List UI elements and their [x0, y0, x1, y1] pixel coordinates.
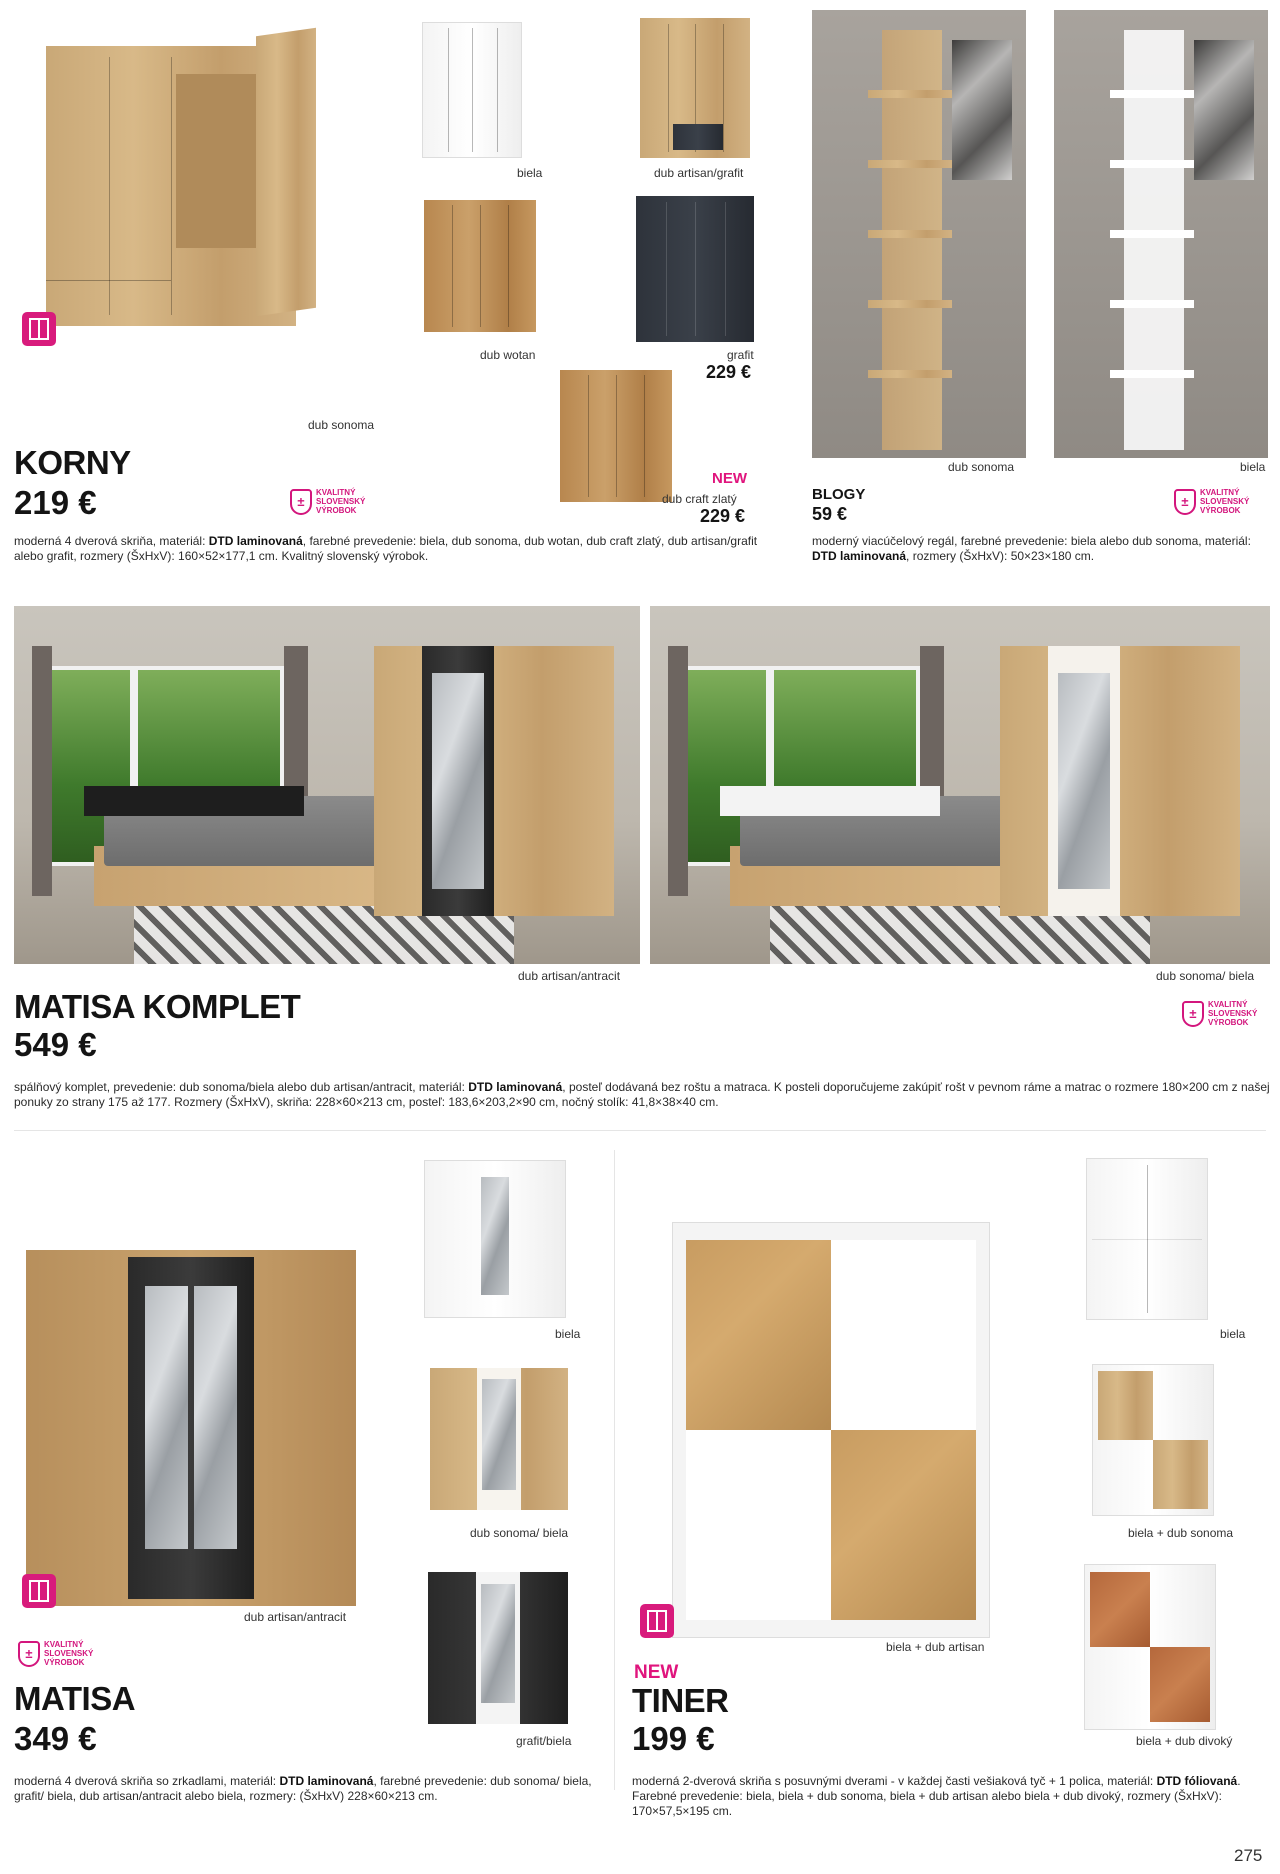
- blogy-title: BLOGY: [812, 486, 866, 503]
- badge-text: VÝROBOK: [44, 1658, 85, 1667]
- korny-variant-label: dub wotan: [480, 348, 536, 362]
- badge-text: KVALITNÝ: [1208, 1000, 1248, 1009]
- quality-badge: [1182, 1000, 1257, 1027]
- korny-main-image: [16, 16, 396, 346]
- korny-craft-price: 229 €: [700, 506, 746, 526]
- shield-icon: ±: [1174, 489, 1196, 515]
- tiner-description: moderná 2-dverová skriňa s posuvnými dverami - v každej časti vešiaková tyč + 1 polica, materiál: DTD fóliovaná. Farebné prevedenie: biela, biela + dub sonoma, biela + dub artisan alebo biela + dub divoký, rozmery (ŠxHxV): 170×57,5×195 cm.: [632, 1774, 1241, 1818]
- badge-text: SLOVENSKÝ: [1208, 1009, 1258, 1018]
- tiner-variant-label: biela + dub divoký: [1136, 1734, 1233, 1748]
- tiner-price: 199 €: [632, 1720, 715, 1757]
- korny-main-caption: dub sonoma: [308, 418, 375, 432]
- korny-title: KORNY: [14, 444, 131, 481]
- tiner-title: TINER: [632, 1682, 729, 1719]
- matisa-main-caption: dub artisan/antracit: [244, 1610, 347, 1624]
- wardrobe-icon: [22, 312, 56, 346]
- matisa-variant-label: grafit/biela: [516, 1734, 572, 1748]
- tiner-variant-biela: [1082, 1154, 1212, 1324]
- tiner-variant-divoky: [1080, 1560, 1220, 1734]
- quality-badge: [290, 488, 365, 515]
- korny-variant-label: grafit: [727, 348, 754, 362]
- badge-text: SLOVENSKÝ: [44, 1649, 94, 1658]
- korny-variant-craft: [556, 366, 676, 506]
- new-badge: NEW: [712, 470, 747, 487]
- badge-text: VÝROBOK: [1208, 1018, 1249, 1027]
- new-badge: NEW: [634, 1662, 679, 1683]
- korny-variant-biela: [410, 16, 535, 161]
- matisa-komplet-image-sonoma: [650, 606, 1270, 964]
- badge-text: VÝROBOK: [1200, 506, 1241, 515]
- badge-text: KVALITNÝ: [1200, 488, 1240, 497]
- matisa-variant-sonoma-biela: [426, 1364, 572, 1514]
- badge-text: KVALITNÝ: [316, 488, 356, 497]
- blogy-description: moderný viacúčelový regál, farebné prevedenie: biela alebo dub sonoma, materiál: DTD laminovaná, rozmery (ŠxHxV): 50×23×180 cm.: [812, 534, 1251, 563]
- tiner-variant-sonoma: [1088, 1360, 1218, 1520]
- matisa-variant-biela: [420, 1156, 570, 1322]
- matisa-description: moderná 4 dverová skriňa so zrkadlami, materiál: DTD laminovaná, farebné prevedenie: dub sonoma/ biela, grafit/ biela, dub artisan/antracit alebo biela, rozmery: (ŠxHxV) 228×60×213 cm.: [14, 1774, 592, 1803]
- matisa-komplet-caption: dub sonoma/ biela: [1156, 969, 1255, 983]
- tiner-main-caption: biela + dub artisan: [886, 1640, 985, 1654]
- matisa-main-image: [20, 1236, 360, 1610]
- korny-variant-artisan-grafit: [630, 16, 755, 161]
- blogy-image-sonoma: [812, 10, 1026, 458]
- korny-variant-grafit: [632, 194, 757, 344]
- page-number: 275: [1234, 1846, 1263, 1865]
- matisa-komplet-image-artisan: [14, 606, 640, 964]
- tiner-variant-label: biela: [1220, 1327, 1246, 1341]
- tiner-variant-label: biela + dub sonoma: [1128, 1526, 1234, 1540]
- korny-variant-label: dub artisan/grafit: [654, 166, 744, 180]
- wardrobe-icon: [640, 1604, 674, 1638]
- matisa-variant-label: biela: [555, 1327, 581, 1341]
- tiner-main-image: [656, 1220, 996, 1640]
- shield-icon: ±: [18, 1641, 40, 1667]
- badge-text: SLOVENSKÝ: [1200, 497, 1250, 506]
- shield-icon: ±: [1182, 1001, 1204, 1027]
- blogy-caption: biela: [1240, 460, 1266, 474]
- blogy-caption: dub sonoma: [948, 460, 1015, 474]
- matisa-variant-grafit-biela: [424, 1568, 572, 1728]
- matisa-variant-label: dub sonoma/ biela: [470, 1526, 569, 1540]
- badge-text: SLOVENSKÝ: [316, 497, 366, 506]
- badge-text: VÝROBOK: [316, 506, 357, 515]
- shield-icon: ±: [290, 489, 312, 515]
- quality-badge: [1174, 488, 1249, 515]
- korny-description: moderná 4 dverová skriňa, materiál: DTD laminovaná, farebné prevedenie: biela, dub sonoma, dub wotan, dub craft zlatý, dub artisan/grafit alebo grafit, rozmery (ŠxHxV): 160×52×177,1 cm. Kvalitný slovenský výrobok.: [14, 534, 758, 563]
- matisa-komplet-caption: dub artisan/antracit: [518, 969, 621, 983]
- column-divider: [614, 1150, 615, 1790]
- blogy-price: 59 €: [812, 504, 848, 524]
- quality-badge: [18, 1640, 93, 1667]
- korny-variant-wotan: [420, 196, 540, 336]
- korny-price: 219 €: [14, 484, 97, 521]
- korny-variant-label: dub craft zlatý: [662, 492, 737, 506]
- korny-variant-label: biela: [517, 166, 543, 180]
- korny-grafit-price: 229 €: [706, 362, 752, 382]
- matisa-komplet-title: MATISA KOMPLET: [14, 988, 301, 1025]
- matisa-komplet-price: 549 €: [14, 1026, 97, 1063]
- section-divider: [14, 1130, 1266, 1131]
- matisa-title: MATISA: [14, 1680, 136, 1717]
- badge-text: KVALITNÝ: [44, 1640, 84, 1649]
- matisa-price: 349 €: [14, 1720, 97, 1757]
- wardrobe-icon: [22, 1574, 56, 1608]
- blogy-image-biela: [1054, 10, 1268, 458]
- matisa-komplet-description: spálňový komplet, prevedenie: dub sonoma/biela alebo dub artisan/antracit, materiál: DTD laminovaná, posteľ dodávaná bez roštu a matraca. K posteli doporučujeme zakúpiť rošt v pevnom ráme a matrac o rozmere 180×200 cm z našej ponuky zo strany 175 až 177. Rozmery (ŠxHxV), skriňa: 228×60×213 cm, posteľ: 183,6×203,2×90 cm, nočný stolík: 41,8×38×40 cm.: [14, 1080, 1270, 1109]
